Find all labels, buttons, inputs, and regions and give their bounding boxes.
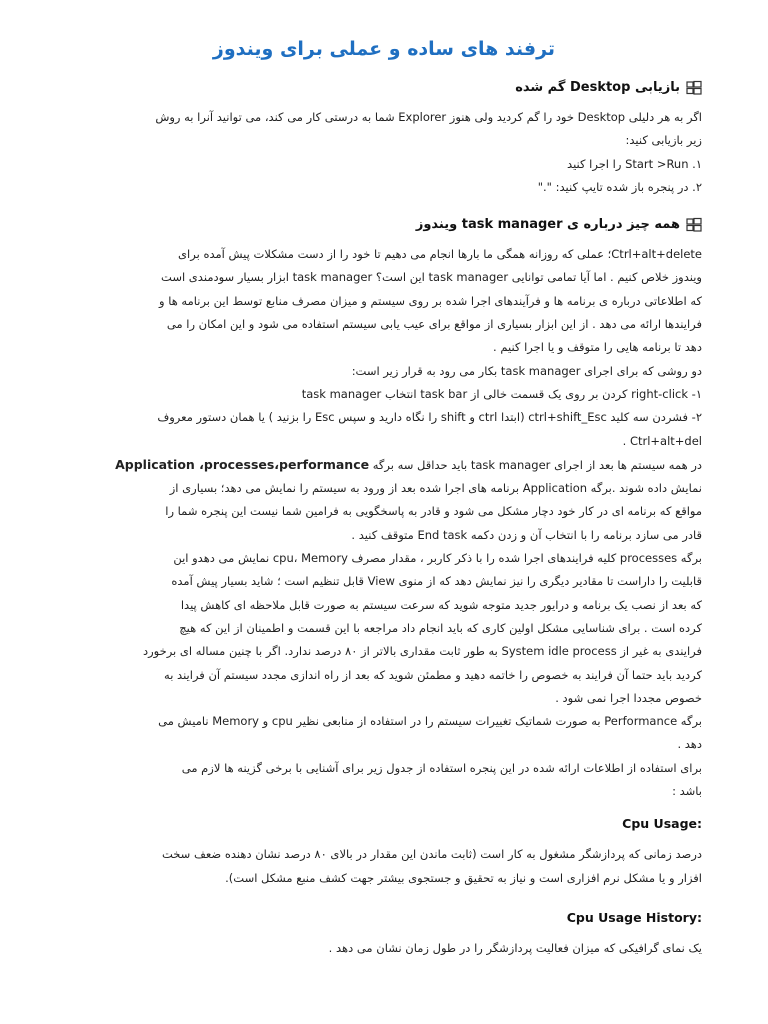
paragraph-line: قابلیت را داراست تا مقادیر دیگری را نیز نمایش دهد که از منوی View قابل تنظیم است ؛ شاید بسیار پیش آمده <box>171 574 702 589</box>
page-title: ترفند های ساده و عملی برای ویندوز <box>212 38 556 60</box>
paragraph-line: فرایندی به غیر از System idle process به طور ثابت مقداری بالاتر از ۸۰ درصد ندارد. اگر با چنین مساله ای برخورد <box>142 644 702 659</box>
list-item: ۲- فشردن سه کلید ctrl+shift_Esc (ابتدا ctrl و shift را نگاه دارید و سپس Esc را بزنید ) یا همان دستور معروف <box>157 410 702 425</box>
paragraph-line: ویندوز خلاص کنیم . اما آیا تمامی توانایی task manager این است؟ task manager ابزار بسیار سودمندی است <box>161 270 702 285</box>
windows-logo-icon <box>686 217 702 233</box>
paragraph-line: درصد زمانی که پردازشگر مشغول به کار است (ثابت ماندن این مقدار در بالای ۸۰ درصد نشان دهنده ضعف سخت <box>161 847 702 862</box>
paragraph-line: دو روشی که برای اجرای task manager بکار می رود به قرار زیر است: <box>351 363 702 378</box>
paragraph-line: باشد : <box>672 784 702 799</box>
paragraph-line: زیر بازیابی کنید: <box>625 133 702 148</box>
paragraph-lead: در همه سیستم ها بعد از اجرای task manager باید حداقل سه برگه <box>372 457 702 472</box>
paragraph-line: برگه Performance به صورت شماتیک تغییرات سیستم را در استفاده از منابعی نظیر cpu و Memory نامیش می <box>158 714 702 729</box>
paragraph-line: کردید باید حتما آن فرایند به خصوص را خاتمه دهید و مطمئن شوید که بعد از راه اندازی مجدد سیستم آن فرایند به <box>164 667 702 682</box>
paragraph-line: قادر می سازد برنامه را با انتخاب آن و زدن دکمه End task متوقف کنید . <box>351 527 702 542</box>
paragraph-line: Ctrl+alt+delete؛ عملی که روزانه همگی ما بارها انجام می دهیم تا خود را از دست مشکلات پیش آمده برای <box>178 247 702 262</box>
section-heading-text: بازیابی Desktop گم شده <box>515 80 680 95</box>
list-item: ۱. Start >Run را اجرا کنید <box>567 156 702 171</box>
paragraph-line: یک نمای گرافیکی که میزان فعالیت پردازشگر را در طول زمان نشان می دهد . <box>328 940 702 955</box>
list-item: Ctrl+alt+del . <box>622 433 702 448</box>
paragraph-line: دهد . <box>677 737 702 752</box>
list-item: ۱- right-click کردن بر روی یک قسمت خالی از task bar انتخاب task manager <box>301 386 702 401</box>
tabs-bold-text: Application ،processes،performance <box>115 456 370 472</box>
section-heading-task-manager <box>66 213 702 237</box>
section-heading-restore-desktop <box>66 76 702 100</box>
paragraph-line: خصوص مجددا اجرا نمی شود . <box>555 690 702 705</box>
paragraph-line: که اطلاعاتی درباره ی برنامه ها و فرآیندهای اجرا شده بر روی سیستم و میزان مصرف منابع توسط این برنامه ها و <box>159 293 702 308</box>
paragraph-line: که بعد از نصب یک برنامه و درایور جدید متوجه شوید که سرعت سیستم به صورت قابل ملاحظه ای کاهش پیدا <box>180 597 702 612</box>
paragraph-line: اگر به هر دلیلی Desktop خود را گم کردید ولی هنوز Explorer شما به درستی کار می کند، می توانید آنرا به روش <box>155 110 702 124</box>
paragraph-line: کرده است . برای شناسایی مشکل اولین کاری که باید انجام داد مراجعه با این قسمت و اطمینان از این که هیچ <box>179 620 702 635</box>
paragraph-line: مواقع که برنامه ای در کار خود دچار مشکل می شود و قادر به پاسخگویی به فرامین شما نیست این پنجره شما را <box>165 504 702 519</box>
list-item: ۲. در پنجره باز شده تایپ کنید: "." <box>537 179 702 194</box>
paragraph-line: برای استفاده از اطلاعات ارائه شده در این پنجره استفاده از جدول زیر برای آشنایی با برخی گزینه ها لازم می <box>181 760 702 775</box>
paragraph-line: فرایندها ارائه می دهد . از این ابزار بسیاری از مواقع برای عیب یابی سیستم استفاده می شود و این امکان را می <box>166 317 702 332</box>
windows-logo-icon <box>686 80 702 96</box>
paragraph-line: برگه processes کلیه فرایندهای اجرا شده را با ذکر کاربر ، مقدار مصرف cpu، Memory نمایش می دهدو این <box>173 551 702 566</box>
section-heading-text: همه چیز درباره ی task manager ویندوز <box>415 217 680 233</box>
paragraph-line: دهد تا برنامه هایی را متوقف و یا اجرا کنیم . <box>493 340 702 355</box>
cpu-usage-history-heading: :Cpu Usage History <box>566 909 702 925</box>
paragraph-line: نمایش داده شوند .برگه Application برنامه های اجرا شده بعد از ورود به سیستم را نمایش می دهد؛ بسیاری از <box>169 481 702 496</box>
paragraph-line <box>66 453 702 477</box>
paragraph-line: افزار و یا مشکل نرم افزاری است و نیاز به تحقیق و جستجوی بیشتر جهت کشف منبع مشکل است). <box>225 870 702 885</box>
cpu-usage-heading: :Cpu Usage <box>622 816 702 832</box>
